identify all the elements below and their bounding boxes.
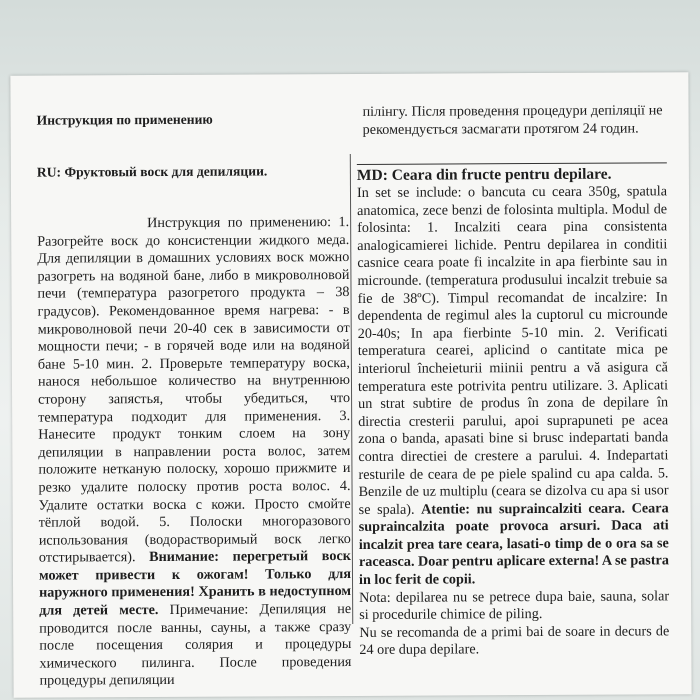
instructions-heading: Инструкция по применению	[36, 111, 213, 128]
left-column	[36, 74, 351, 698]
ru-warning-text: Внимание: перегретый воск может привести к ожогам! Только для наружного применения! Хранить в недоступном для детей месте.	[38, 548, 352, 619]
ru-intro-text: Инструкция по применению: 1. Разогрейте воск до консистенции жидкого меда. Для депиляции в домашних условиях воск можно разогреть на водяной бане, либо в микроволновой печи (температура разогретого продукта – 38 градусов). Рекомендованное время нагрева: - в микроволновой печи 20-40 сек в зависимости от мощности печи; - в горячей воде или на водяной бане 5-10 мин. 2. Проверьте температуру воска, нанося небольшое количество на внутреннюю сторону запястья, чтобы убедиться, что температура подходит для применения. 3. Нанесите продукт тонким слоем на зону депиляции в направлении роста волос, затем положите нетканую полоску, хорошо прижмите и резко удалите полоску против роста волос. 4. Удалите остатки воска с кожи. Просто смойте тёплой водой. 5. Полоски многоразового использования (водорастворимый воск легко отстирывается).	[37, 214, 351, 566]
product-label	[10, 72, 691, 698]
ru-instructions	[37, 214, 351, 691]
md-note-1: Nota: depilarea nu se petrece dupa baie, sauna, solar si procedurile chimice de piling.	[359, 587, 670, 624]
md-instructions	[357, 162, 670, 660]
ru-note-text: Примечание: Депиляция не проводится после ванны, сауны, а также сразу после посещения солярия и процедуры химического пилинга. После проведения процедуры депиляции	[39, 601, 352, 690]
md-note-2: Nu se recomanda de a primi bai de soare in decurs de 24 ore dupa depilare.	[359, 623, 670, 659]
md-paragraph	[357, 183, 669, 589]
ru-heading: RU: Фруктовый воск для депиляции.	[36, 163, 268, 180]
right-column	[356, 72, 669, 696]
ua-continuation: пілінгу. Після проведення процедури депіляції не рекомендується засмагати протягом 24 годин.	[362, 102, 663, 138]
ru-paragraph	[37, 214, 351, 691]
md-heading: MD: Ceara din fructe pentru depilare.	[357, 162, 667, 185]
md-warning-text: Atentie: nu supraincalziti ceara. Ceara supraincalzita poate provoca arsuri. Daca ati incalzit prea tare ceara, lasati-o timp de o ora sa se raceasca. Doar pentru aplicare externa! A se pastra in loc ferit de copii.	[358, 500, 669, 589]
md-body-text: In set se include: o bancuta cu ceara 350g, spatula anatomica, zece benzi de folosinta multipla. Modul de folosinta: 1. Incalziti ceara pina consistenta analogicamierei lichide. Pentru depilarea in conditii casnice ceara poate fi incalzite in apa fierbinte sau in microunde. (temperatura produsului incalzit trebuie sa fie de 38ºC). Timpul recomandat de incalzire: In dependenta de regimul ales la cuptorul cu microunde 20-40s; In apa fierbinte 5-10 min. 2. Verificati temperatura cearei, aplicind o cantitate mica pe interiorul încheieturii miinii pentru a vă asigura că temperatura este potrivita pentru utilizare. 3. Aplicati un strat subtire de produs în zona de depilare în directia cresterii parului, apoi suprapuneti pe acea zona o banda, apasati bine si brusc indepartati banda contra directiei de crestere a parului. 4. Indepartati resturile de ceara de pe piele spalind cu apa calda. 5. Benzile de uz multiplu (ceara se dizolva cu apa si usor se spala).	[356, 183, 669, 518]
